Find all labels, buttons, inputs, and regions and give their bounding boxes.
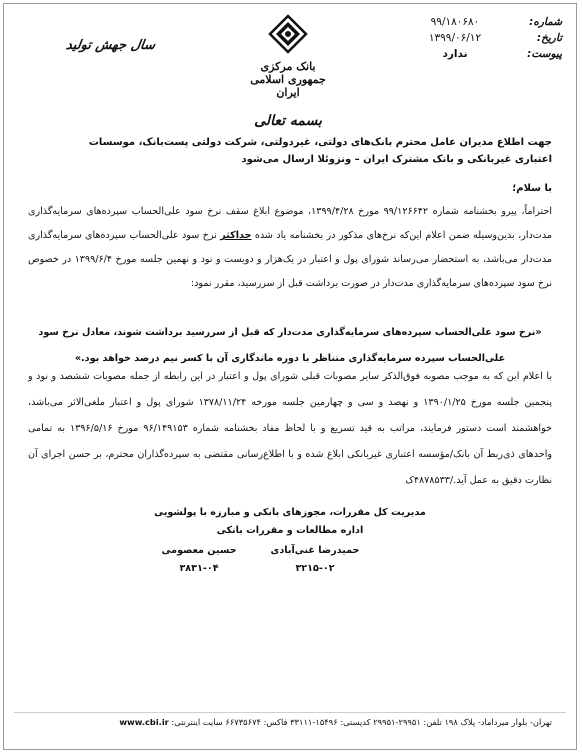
- footer-divider: [14, 712, 566, 713]
- letter-date-label: تاریخ:: [536, 32, 562, 44]
- recipients-line: جهت اطلاع مدیران عامل محترم بانک‌های دولتی، غیردولتی، شرکت دولتی پست‌بانک، موسسات اعتباری غیربانکی و بانک مشترک ایران – ونزوئلا ارسال می‌شود: [88, 137, 552, 165]
- letter-date-value: ۱۳۹۹/۰۶/۱۲: [428, 32, 482, 44]
- department-line-1: مدیریت کل مقررات، مجوزهای بانکی و مبارزه با پولشویی: [154, 507, 426, 518]
- letter-attachment-value: ندارد: [442, 48, 468, 60]
- bismillah-text: بسمه تعالی: [254, 113, 322, 129]
- footer-address: [28, 717, 552, 727]
- letter-number-label: شماره:: [529, 16, 562, 28]
- salutation: با سلام؛: [512, 183, 552, 194]
- signer-1-name: حمیدرضا غنی‌آبادی: [270, 545, 360, 556]
- letter-page: [3, 3, 577, 750]
- quote-line-2: علی‌الحساب سپرده سرمایه‌گذاری متناظر با دوره ماندگاری آن با کسر نیم درصد خواهد بود.»: [74, 353, 506, 364]
- paragraph-2: با اعلام این که به موجب مصوبه فوق‌الذکر سایر مصوبات قبلی شورای پول و اعتبار در این رابطه از جمله مصوبات ششصد و نود و پنجمین جلسه مورخ ۱۳۹۰/۱/۲۵ و نهصد و سی و چهارمین جلسه مورخه ۱۳۷۸/۱۱/۲۴ شورای پول و اعتبار ملغی‌الاثر می‌باشد، خواهشمند است دستور فرمایند، مراتب به قید تسریع و با لحاظ مفاد بخشنامه شماره ۹۶/۱۴۹۱۵۳ مورخ ۱۳۹۶/۵/۱۶ به تمامی واحدهای ذی‌ربط آن بانک/مؤسسه اعتباری غیربانکی ابلاغ شده و با اطلاع‌رسانی مقتضی به سپرده‌گذاران محترم، بر حسن اجرای آن نظارت دقیق به عمل آید./۴۸۷۸۵۳۳ک: [28, 371, 552, 486]
- letter-date-row: [392, 32, 562, 48]
- footer-website-link[interactable]: www.cbi.ir: [119, 717, 169, 727]
- letter-meta: [392, 16, 562, 64]
- paragraph-1-part-2: نرخ سود علی‌الحساب سپرده‌های سرمایه‌گذاری مدت‌دار می‌باشد، به استحضار می‌رساند شورای پول و اعتبار در یک‌هزار و دویست و نود و نهمین جلسه مورخ ۱۳۹۹/۶/۴ در خصوص نرخ سود سپرده‌های سرمایه‌گذاری مدت‌دار در صورت برداشت قبل از سررسید، مقرر نمود:: [28, 230, 552, 289]
- paragraph-1: [28, 200, 552, 296]
- maximum-highlight: حداکثر: [220, 230, 252, 241]
- letter-number-value: ۹۹/۱۸۰۶۸۰: [430, 16, 480, 28]
- quote-line-1: «نرخ سود علی‌الحساب سپرده‌های سرمایه‌گذاری مدت‌دار که قبل از سررسید برداشت شوند، معادل نرخ سود: [38, 327, 542, 338]
- bank-logo: [240, 14, 336, 129]
- footer-address-text: تهران- بلوار میرداماد- پلاک ۱۹۸ تلفن: ۲۹۹۵۱-۲۹۹۵۱ کدپستی: ۱۵۴۹۶-۳۳۱۱۱ فاکس: ۶۶۷۳۵۶۷۴ سایت اینترنتی:: [171, 717, 552, 727]
- bank-name: بانک مرکزی جمهوری اسلامی ایران: [250, 60, 326, 99]
- signer-2-name: حسین معصومی: [161, 545, 237, 556]
- central-bank-emblem-icon: [268, 14, 308, 54]
- paragraph-1-part-1: احتراماً، پیرو بخشنامه شماره ۹۹/۱۲۶۶۴۲ مورخ ۱۳۹۹/۴/۲۸، موضوع ابلاغ سقف نرخ سود علی‌الحساب سپرده‌های سرمایه‌گذاری مدت‌دار، بدین‌وسیله ضمن اعلام این‌که نرخ‌های مذکور در بخشنامه یاد شده: [28, 206, 552, 241]
- department-line-2: اداره مطالعات و مقررات بانکی: [216, 525, 364, 536]
- letter-attachment-label: پیوست:: [527, 48, 562, 60]
- signer-2-code: ۳۸۳۱-۰۴: [179, 563, 219, 574]
- anniversary-slogan: سال جهش تولید: [64, 38, 157, 53]
- letter-attachment-row: [392, 48, 562, 64]
- letter-number-row: [392, 16, 562, 32]
- signer-1-code: ۳۲۱۵-۰۲: [295, 563, 335, 574]
